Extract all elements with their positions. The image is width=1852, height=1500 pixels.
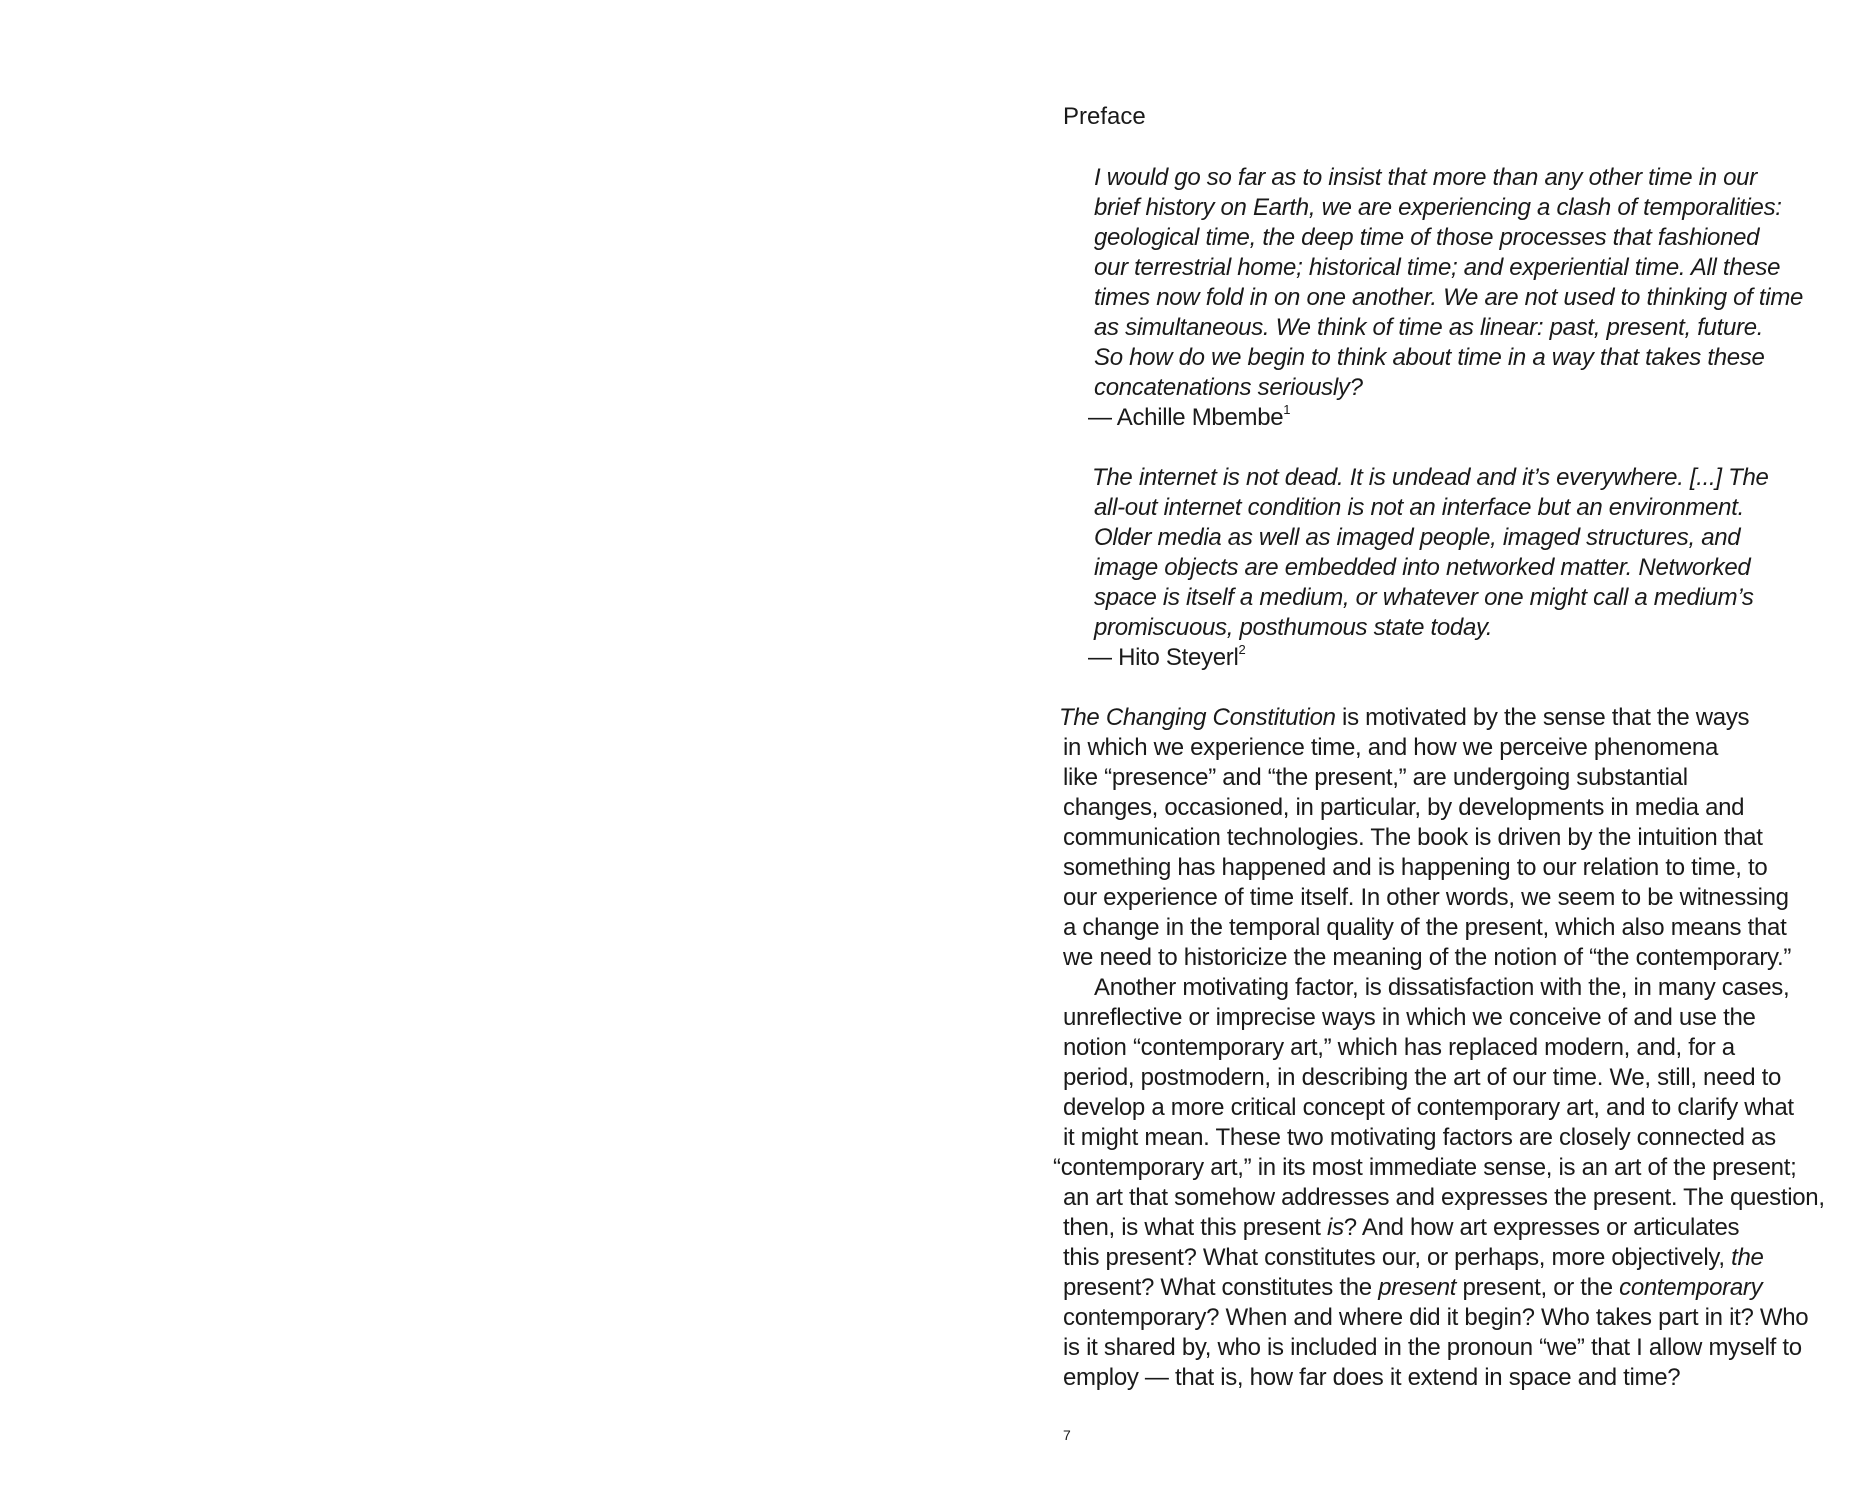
body-line-emphasis: is xyxy=(1327,1214,1344,1241)
body-line: unreflective or imprecise ways in which we conceive of and use the xyxy=(1063,1004,1756,1031)
body-line: changes, occasioned, in particular, by developments in media and xyxy=(1063,794,1745,821)
body-line: notion “contemporary art,” which has replaced modern, and, for a xyxy=(1063,1034,1735,1061)
body-line-text: present? What constitutes the xyxy=(1063,1274,1379,1301)
book-title: The Changing Constitution xyxy=(1059,704,1336,731)
body-line: a change in the temporal quality of the present, which also means that xyxy=(1063,914,1787,941)
epigraph-attribution xyxy=(1088,643,1245,673)
epigraph-line: concatenations seriously? xyxy=(1094,374,1363,401)
body-line: something has happened and is happening to our relation to time, to xyxy=(1063,854,1768,881)
body-line xyxy=(1059,703,1749,733)
epigraph-line: image objects are embedded into networked matter. Networked xyxy=(1094,554,1751,581)
footnote-marker: 2 xyxy=(1238,642,1246,657)
body-line: it might mean. These two motivating factors are closely connected as xyxy=(1063,1124,1776,1151)
epigraph-line: all-out internet condition is not an interface but an environment. xyxy=(1094,494,1744,521)
body-line-text: then, is what this present xyxy=(1063,1214,1328,1241)
body-line-text: present, or the xyxy=(1456,1274,1620,1301)
footnote-marker: 1 xyxy=(1283,402,1291,417)
body-line xyxy=(1063,1213,1739,1243)
epigraph-attribution xyxy=(1088,403,1290,433)
epigraph-line: promiscuous, posthumous state today. xyxy=(1094,614,1493,641)
epigraph-line: as simultaneous. We think of time as linear: past, present, future. xyxy=(1094,314,1764,341)
body-line-text: ? And how art expresses or articulates xyxy=(1343,1214,1740,1241)
body-line: period, postmodern, in describing the art of our time. We, still, need to xyxy=(1063,1064,1782,1091)
epigraph-line: times now fold in on one another. We are not used to thinking of time xyxy=(1094,284,1804,311)
body-line-emphasis: the xyxy=(1731,1244,1764,1271)
body-line: communication technologies. The book is driven by the intuition that xyxy=(1063,824,1763,851)
epigraph-line: The internet is not dead. It is undead and it’s everywhere. [...] The xyxy=(1092,464,1769,491)
body-line: we need to historicize the meaning of the notion of “the contemporary.” xyxy=(1063,944,1792,971)
body-line: contemporary? When and where did it begin? Who takes part in it? Who xyxy=(1063,1304,1809,1331)
attribution-name: — Hito Steyerl xyxy=(1088,644,1239,671)
body-line: like “presence” and “the present,” are undergoing substantial xyxy=(1063,764,1688,791)
epigraph-line: geological time, the deep time of those processes that fashioned xyxy=(1094,224,1760,251)
body-line xyxy=(1063,1273,1762,1303)
epigraph-line: space is itself a medium, or whatever one might call a medium’s xyxy=(1094,584,1754,611)
body-line: in which we experience time, and how we perceive phenomena xyxy=(1063,734,1718,761)
body-line: an art that somehow addresses and expresses the present. The question, xyxy=(1063,1184,1825,1211)
body-line: is it shared by, who is included in the pronoun “we” that I allow myself to xyxy=(1063,1334,1802,1361)
epigraph-line: So how do we begin to think about time in a way that takes these xyxy=(1094,344,1765,371)
attribution-name: — Achille Mbembe xyxy=(1088,404,1284,431)
body-line-emphasis: present xyxy=(1378,1274,1457,1301)
body-line-text: is motivated by the sense that the ways xyxy=(1335,704,1750,731)
epigraph-line: brief history on Earth, we are experiencing a clash of temporalities: xyxy=(1094,194,1782,221)
epigraph-line: I would go so far as to insist that more than any other time in our xyxy=(1094,164,1757,191)
epigraph-line: Older media as well as imaged people, imaged structures, and xyxy=(1094,524,1741,551)
body-line: develop a more critical concept of contemporary art, and to clarify what xyxy=(1063,1094,1794,1121)
body-line: “contemporary art,” in its most immediate sense, is an art of the present; xyxy=(1053,1154,1797,1181)
body-line: our experience of time itself. In other words, we seem to be witnessing xyxy=(1063,884,1789,911)
epigraph-line: our terrestrial home; historical time; and experiential time. All these xyxy=(1094,254,1781,281)
body-line-text: this present? What constitutes our, or perhaps, more objectively, xyxy=(1063,1244,1732,1271)
body-line-emphasis: contemporary xyxy=(1619,1274,1763,1301)
section-heading: Preface xyxy=(1063,103,1146,130)
body-line: Another motivating factor, is dissatisfaction with the, in many cases, xyxy=(1094,974,1790,1001)
page-number: 7 xyxy=(1063,1427,1071,1443)
body-line: employ — that is, how far does it extend in space and time? xyxy=(1063,1364,1681,1391)
body-line xyxy=(1063,1243,1764,1273)
